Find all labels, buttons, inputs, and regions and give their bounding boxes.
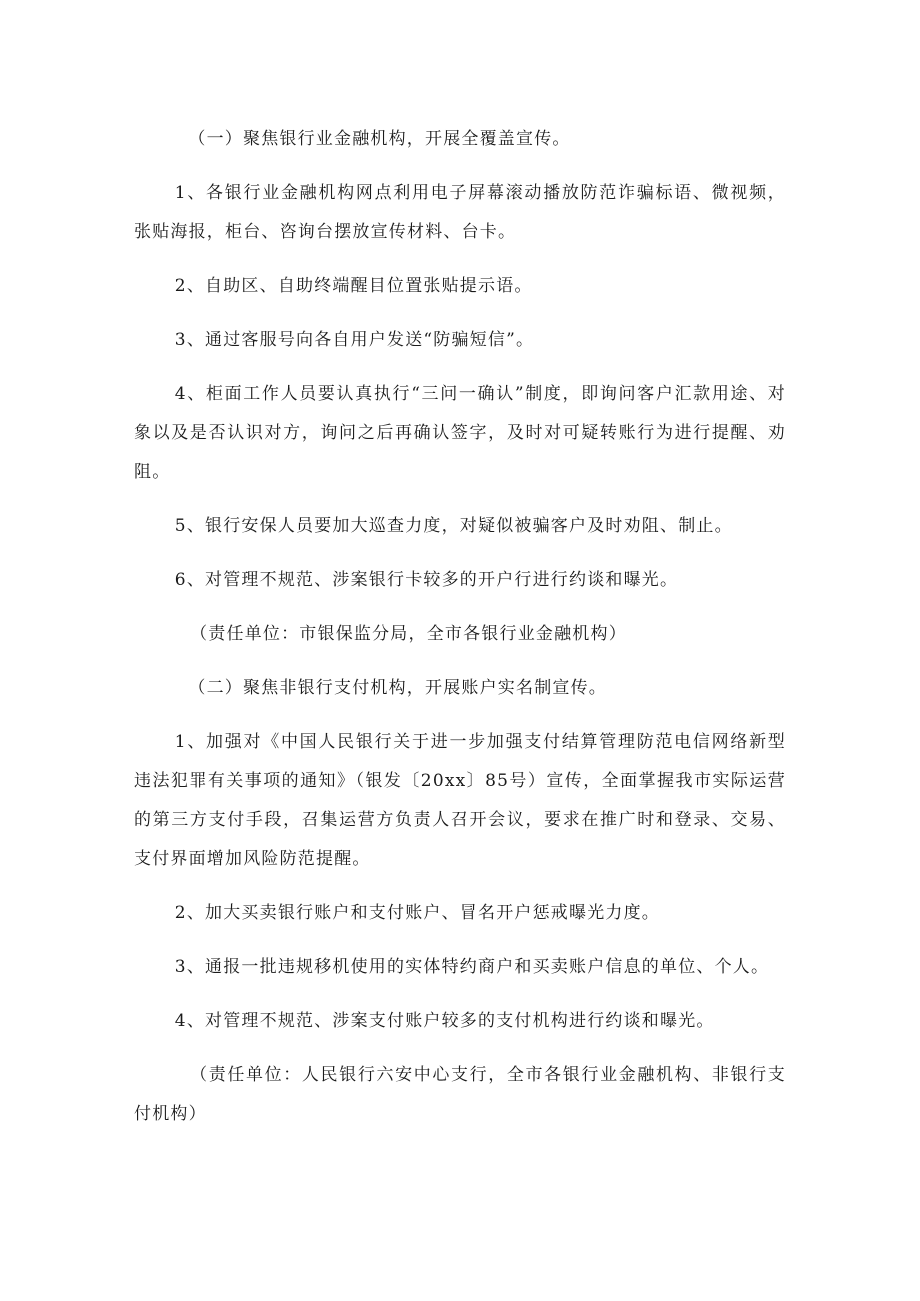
section-2-heading: （二）聚焦非银行支付机构，开展账户实名制宣传。 xyxy=(188,678,607,698)
section-1-item-6: 6、对管理不规范、涉案银行卡较多的开户行进行约谈和曝光。 xyxy=(174,570,679,590)
section-1-item-3: 3、通过客服号向各自用户发送“防骗短信”。 xyxy=(174,330,535,350)
section-1-responsibility: （责任单位：市银保监分局，全市各银行业金融机构） xyxy=(190,624,627,644)
section-2-responsibility: （责任单位：人民银行六安中心支行，全市各银行业金融机构、非银行支付机构） xyxy=(134,1065,786,1124)
section-1-item-5: 5、银行安保人员要加大巡查力度，对疑似被骗客户及时劝阻、制止。 xyxy=(174,516,733,536)
section-1-item-4: 4、柜面工作人员要认真执行“三问一确认”制度，即询问客户汇款用途、对象以及是否认识对方，询问之后再确认签字，及时对可疑转账行为进行提醒、劝阻。 xyxy=(134,384,786,482)
section-2-item-4: 4、对管理不规范、涉案支付账户较多的支付机构进行约谈和曝光。 xyxy=(174,1011,715,1031)
section-1-item-1: 1、各银行业金融机构网点利用电子屏幕滚动播放防范诈骗标语、微视频，张贴海报，柜台、咨询台摆放宣传材料、台卡。 xyxy=(134,183,786,242)
section-2-item-2: 2、加大买卖银行账户和支付账户、冒名开户惩戒曝光力度。 xyxy=(174,903,661,923)
section-1-heading: （一）聚焦银行业金融机构，开展全覆盖宣传。 xyxy=(188,129,571,149)
section-1-item-2: 2、自助区、自助终端醒目位置张贴提示语。 xyxy=(174,276,533,296)
section-2-item-3: 3、通报一批违规移机使用的实体特约商户和买卖账户信息的单位、个人。 xyxy=(174,957,770,977)
section-2-item-1: 1、加强对《中国人民银行关于进一步加强支付结算管理防范电信网络新型违法犯罪有关事项的通知》（银发〔20xx〕85号）宣传，全面掌握我市实际运营的第三方支付手段，召集运营方负责人召开会议，要求在推广时和登录、交易、支付界面增加风险防范提醒。 xyxy=(134,732,786,869)
